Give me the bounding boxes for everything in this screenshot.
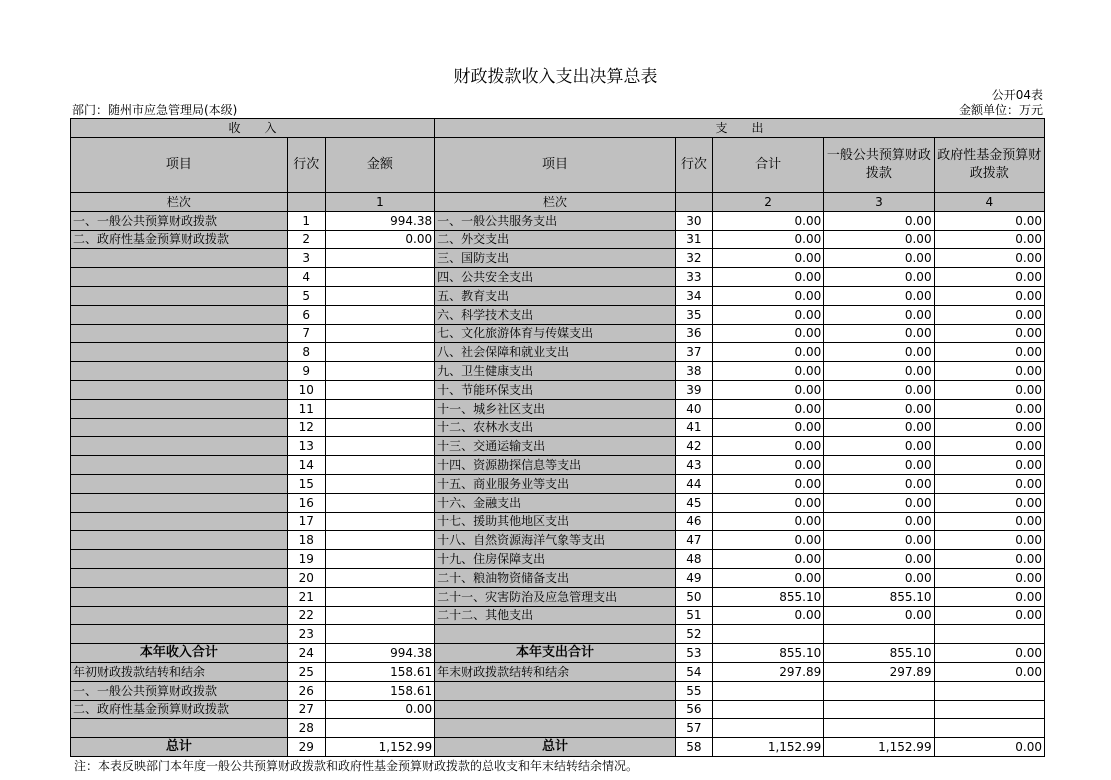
- expense-fund-cell: 0.00: [934, 644, 1044, 663]
- income-row-no-cell: 12: [287, 418, 325, 437]
- income-item-cell: [71, 362, 288, 381]
- expense-general-cell: 0.00: [824, 512, 934, 531]
- expense-row-no-cell: 52: [675, 625, 712, 644]
- income-item-cell: [71, 719, 288, 738]
- expense-total-cell: 0.00: [712, 550, 823, 569]
- expense-fund-cell: 0.00: [934, 268, 1044, 287]
- income-item-cell: [71, 324, 288, 343]
- income-amount-cell: [325, 493, 434, 512]
- expense-fund-cell: 0.00: [934, 568, 1044, 587]
- expense-total-cell: 0.00: [712, 324, 823, 343]
- table-row: [71, 399, 1045, 418]
- income-item-cell: [71, 268, 288, 287]
- expense-total-cell: 0.00: [712, 456, 823, 475]
- expense-fund-cell: 0.00: [934, 587, 1044, 606]
- expense-row-no-cell: 35: [675, 305, 712, 324]
- income-row-no-cell: 28: [287, 719, 325, 738]
- expense-row-no-cell: 51: [675, 606, 712, 625]
- expense-row-no-cell: 42: [675, 437, 712, 456]
- income-row-no-cell: 6: [287, 305, 325, 324]
- expense-general-cell: 0.00: [824, 305, 934, 324]
- expense-fund-cell: 0.00: [934, 493, 1044, 512]
- expense-item-cell: 十九、住房保障支出: [435, 550, 676, 569]
- expense-total-cell: 0.00: [712, 568, 823, 587]
- expense-item-cell: [435, 625, 676, 644]
- expense-total-cell: 855.10: [712, 587, 823, 606]
- expense-general-cell: 297.89: [824, 662, 934, 681]
- expense-total-cell: 0.00: [712, 380, 823, 399]
- expense-fund-cell: 0.00: [934, 418, 1044, 437]
- income-item-cell: [71, 587, 288, 606]
- income-item-cell: [71, 399, 288, 418]
- expense-item-cell: 十、节能环保支出: [435, 380, 676, 399]
- expense-item-cell: 十一、城乡社区支出: [435, 399, 676, 418]
- expense-general-cell: [824, 681, 934, 700]
- income-item-cell: [71, 493, 288, 512]
- expense-item-cell: 二十、粮油物资储备支出: [435, 568, 676, 587]
- expense-item-cell: 十五、商业服务业等支出: [435, 474, 676, 493]
- header-amount: 金额: [325, 138, 434, 193]
- table-row: [71, 531, 1045, 550]
- expense-row-no-cell: 53: [675, 644, 712, 663]
- column-label-income: 栏次: [71, 193, 288, 212]
- income-amount-cell: 0.00: [325, 230, 434, 249]
- table-row: [71, 456, 1045, 475]
- income-item-cell: 总计: [71, 738, 288, 757]
- income-amount-cell: [325, 456, 434, 475]
- income-amount-cell: [325, 380, 434, 399]
- expense-general-cell: 0.00: [824, 324, 934, 343]
- expense-item-cell: 十四、资源勘探信息等支出: [435, 456, 676, 475]
- income-amount-cell: [325, 719, 434, 738]
- expense-row-no-cell: 30: [675, 211, 712, 230]
- income-row-no-cell: 26: [287, 681, 325, 700]
- income-row-no-cell: 14: [287, 456, 325, 475]
- expense-total-cell: 297.89: [712, 662, 823, 681]
- expense-general-cell: 0.00: [824, 550, 934, 569]
- expense-row-no-cell: 58: [675, 738, 712, 757]
- income-row-no-cell: 19: [287, 550, 325, 569]
- expense-item-cell: 九、卫生健康支出: [435, 362, 676, 381]
- expense-general-cell: 0.00: [824, 399, 934, 418]
- expense-row-no-cell: 49: [675, 568, 712, 587]
- expense-total-cell: [712, 700, 823, 719]
- expense-total-cell: 0.00: [712, 343, 823, 362]
- column-label-expense: 栏次: [435, 193, 676, 212]
- expense-fund-cell: 0.00: [934, 343, 1044, 362]
- table-row: [71, 568, 1045, 587]
- expense-general-cell: 0.00: [824, 380, 934, 399]
- expense-item-cell: 十七、援助其他地区支出: [435, 512, 676, 531]
- table-row: [71, 493, 1045, 512]
- income-row-no-cell: 16: [287, 493, 325, 512]
- expense-fund-cell: 0.00: [934, 230, 1044, 249]
- expense-row-no-cell: 34: [675, 286, 712, 305]
- expense-item-cell: 十三、交通运输支出: [435, 437, 676, 456]
- column-index-empty: [287, 193, 325, 212]
- expense-fund-cell: 0.00: [934, 324, 1044, 343]
- expense-general-cell: 0.00: [824, 211, 934, 230]
- expense-total-cell: 0.00: [712, 249, 823, 268]
- expense-row-no-cell: 55: [675, 681, 712, 700]
- expense-total-cell: 0.00: [712, 286, 823, 305]
- expense-section-header: 支 出: [435, 119, 1045, 138]
- income-row-no-cell: 9: [287, 362, 325, 381]
- footnote: 注：本表反映部门本年度一般公共预算财政拨款和政府性基金预算财政拨款的总收支和年末结转结余情况。: [74, 759, 639, 773]
- expense-row-no-cell: 32: [675, 249, 712, 268]
- income-section-header: 收 入: [71, 119, 435, 138]
- table-row: [71, 644, 1045, 663]
- expense-row-no-cell: 45: [675, 493, 712, 512]
- expense-total-cell: 0.00: [712, 512, 823, 531]
- table-row: [71, 474, 1045, 493]
- income-item-cell: [71, 456, 288, 475]
- table-row: [71, 249, 1045, 268]
- table-row: [71, 380, 1045, 399]
- table-row: [71, 550, 1045, 569]
- expense-row-no-cell: 44: [675, 474, 712, 493]
- column-index-1: 1: [325, 193, 434, 212]
- expense-general-cell: 0.00: [824, 437, 934, 456]
- column-index-4: 4: [934, 193, 1044, 212]
- expense-fund-cell: 0.00: [934, 380, 1044, 399]
- income-row-no-cell: 18: [287, 531, 325, 550]
- expense-total-cell: 0.00: [712, 362, 823, 381]
- income-row-no-cell: 4: [287, 268, 325, 287]
- income-item-cell: 年初财政拨款结转和结余: [71, 662, 288, 681]
- expense-item-cell: 年末财政拨款结转和结余: [435, 662, 676, 681]
- income-amount-cell: [325, 625, 434, 644]
- expense-fund-cell: 0.00: [934, 606, 1044, 625]
- income-amount-cell: 158.61: [325, 681, 434, 700]
- page-title: 财政拨款收入支出决算总表: [453, 67, 658, 87]
- expense-general-cell: [824, 625, 934, 644]
- expense-item-cell: 三、国防支出: [435, 249, 676, 268]
- expense-total-cell: 0.00: [712, 531, 823, 550]
- table-row: [71, 587, 1045, 606]
- expense-total-cell: 0.00: [712, 437, 823, 456]
- header-income-item: 项目: [71, 138, 288, 193]
- expense-row-no-cell: 31: [675, 230, 712, 249]
- income-amount-cell: 994.38: [325, 644, 434, 663]
- expense-general-cell: 0.00: [824, 230, 934, 249]
- expense-total-cell: 0.00: [712, 268, 823, 287]
- income-amount-cell: [325, 512, 434, 531]
- expense-fund-cell: [934, 625, 1044, 644]
- expense-general-cell: 855.10: [824, 587, 934, 606]
- expense-total-cell: 0.00: [712, 493, 823, 512]
- expense-row-no-cell: 39: [675, 380, 712, 399]
- expense-row-no-cell: 43: [675, 456, 712, 475]
- expense-row-no-cell: 40: [675, 399, 712, 418]
- income-amount-cell: [325, 587, 434, 606]
- expense-general-cell: 0.00: [824, 268, 934, 287]
- table-row: [71, 606, 1045, 625]
- expense-total-cell: 0.00: [712, 418, 823, 437]
- income-item-cell: 一、一般公共预算财政拨款: [71, 681, 288, 700]
- income-row-no-cell: 5: [287, 286, 325, 305]
- header-expense-row-no: 行次: [675, 138, 712, 193]
- income-row-no-cell: 11: [287, 399, 325, 418]
- expense-row-no-cell: 38: [675, 362, 712, 381]
- income-item-cell: [71, 437, 288, 456]
- expense-row-no-cell: 37: [675, 343, 712, 362]
- table-row: [71, 700, 1045, 719]
- income-amount-cell: [325, 286, 434, 305]
- expense-fund-cell: [934, 719, 1044, 738]
- expense-row-no-cell: 50: [675, 587, 712, 606]
- income-amount-cell: [325, 568, 434, 587]
- income-item-cell: [71, 343, 288, 362]
- income-amount-cell: 1,152.99: [325, 738, 434, 757]
- expense-item-cell: 二、外交支出: [435, 230, 676, 249]
- income-item-cell: [71, 418, 288, 437]
- income-item-cell: [71, 625, 288, 644]
- expense-fund-cell: 0.00: [934, 531, 1044, 550]
- table-row: [71, 230, 1045, 249]
- income-row-no-cell: 24: [287, 644, 325, 663]
- expense-row-no-cell: 36: [675, 324, 712, 343]
- income-amount-cell: 994.38: [325, 211, 434, 230]
- table-row: [71, 211, 1045, 230]
- expense-fund-cell: 0.00: [934, 362, 1044, 381]
- income-item-cell: 一、一般公共预算财政拨款: [71, 211, 288, 230]
- income-item-cell: [71, 380, 288, 399]
- form-code: 公开04表: [991, 88, 1043, 102]
- income-amount-cell: [325, 606, 434, 625]
- expense-general-cell: 0.00: [824, 493, 934, 512]
- expense-item-cell: 总计: [435, 738, 676, 757]
- income-amount-cell: 0.00: [325, 700, 434, 719]
- expense-total-cell: 0.00: [712, 399, 823, 418]
- expense-item-cell: 二十二、其他支出: [435, 606, 676, 625]
- expense-general-cell: [824, 700, 934, 719]
- table-row: [71, 662, 1045, 681]
- income-amount-cell: [325, 305, 434, 324]
- income-item-cell: [71, 512, 288, 531]
- expense-total-cell: 0.00: [712, 211, 823, 230]
- expense-fund-cell: 0.00: [934, 662, 1044, 681]
- income-item-cell: 本年收入合计: [71, 644, 288, 663]
- column-header-row: [71, 138, 1045, 193]
- income-amount-cell: [325, 474, 434, 493]
- income-row-no-cell: 10: [287, 380, 325, 399]
- income-row-no-cell: 1: [287, 211, 325, 230]
- department-label: 部门：随州市应急管理局(本级): [72, 103, 238, 117]
- expense-fund-cell: 0.00: [934, 437, 1044, 456]
- expense-general-cell: 0.00: [824, 362, 934, 381]
- expense-general-cell: 0.00: [824, 286, 934, 305]
- expense-total-cell: 0.00: [712, 230, 823, 249]
- expense-item-cell: 四、公共安全支出: [435, 268, 676, 287]
- expense-fund-cell: 0.00: [934, 286, 1044, 305]
- expense-fund-cell: 0.00: [934, 738, 1044, 757]
- budget-table: [70, 118, 1045, 757]
- header-total: 合计: [712, 138, 823, 193]
- expense-item-cell: 八、社会保障和就业支出: [435, 343, 676, 362]
- expense-total-cell: 1,152.99: [712, 738, 823, 757]
- section-header-row: [71, 119, 1045, 138]
- income-item-cell: [71, 249, 288, 268]
- expense-total-cell: 0.00: [712, 606, 823, 625]
- expense-general-cell: 1,152.99: [824, 738, 934, 757]
- expense-total-cell: 855.10: [712, 644, 823, 663]
- table-row: [71, 268, 1045, 287]
- income-amount-cell: [325, 399, 434, 418]
- income-row-no-cell: 7: [287, 324, 325, 343]
- expense-total-cell: [712, 625, 823, 644]
- expense-row-no-cell: 48: [675, 550, 712, 569]
- expense-fund-cell: 0.00: [934, 550, 1044, 569]
- income-row-no-cell: 23: [287, 625, 325, 644]
- income-item-cell: 二、政府性基金预算财政拨款: [71, 700, 288, 719]
- expense-fund-cell: 0.00: [934, 456, 1044, 475]
- unit-label: 金额单位：万元: [958, 103, 1043, 117]
- expense-row-no-cell: 54: [675, 662, 712, 681]
- column-index-row: [71, 193, 1045, 212]
- table-row: [71, 625, 1045, 644]
- income-row-no-cell: 3: [287, 249, 325, 268]
- table-row: [71, 437, 1045, 456]
- column-index-empty: [675, 193, 712, 212]
- expense-general-cell: 0.00: [824, 418, 934, 437]
- expense-item-cell: 十八、自然资源海洋气象等支出: [435, 531, 676, 550]
- income-row-no-cell: 17: [287, 512, 325, 531]
- expense-row-no-cell: 56: [675, 700, 712, 719]
- column-index-2: 2: [712, 193, 823, 212]
- income-item-cell: [71, 568, 288, 587]
- table-row: [71, 324, 1045, 343]
- expense-row-no-cell: 57: [675, 719, 712, 738]
- table-row: [71, 362, 1045, 381]
- income-row-no-cell: 20: [287, 568, 325, 587]
- table-row: [71, 343, 1045, 362]
- expense-item-cell: 一、一般公共服务支出: [435, 211, 676, 230]
- table-row: [71, 305, 1045, 324]
- expense-fund-cell: 0.00: [934, 305, 1044, 324]
- expense-fund-cell: [934, 700, 1044, 719]
- header-expense-item: 项目: [435, 138, 676, 193]
- income-amount-cell: [325, 437, 434, 456]
- income-amount-cell: [325, 268, 434, 287]
- expense-general-cell: 0.00: [824, 343, 934, 362]
- income-row-no-cell: 22: [287, 606, 325, 625]
- income-row-no-cell: 21: [287, 587, 325, 606]
- expense-item-cell: 六、科学技术支出: [435, 305, 676, 324]
- header-income-row-no: 行次: [287, 138, 325, 193]
- income-row-no-cell: 29: [287, 738, 325, 757]
- table-row: [71, 418, 1045, 437]
- income-row-no-cell: 25: [287, 662, 325, 681]
- header-fund: 政府性基金预算财政拨款: [934, 138, 1044, 193]
- expense-row-no-cell: 47: [675, 531, 712, 550]
- expense-general-cell: 0.00: [824, 606, 934, 625]
- expense-fund-cell: [934, 681, 1044, 700]
- income-item-cell: [71, 474, 288, 493]
- income-amount-cell: [325, 362, 434, 381]
- expense-fund-cell: 0.00: [934, 249, 1044, 268]
- income-item-cell: [71, 305, 288, 324]
- table-row: [71, 512, 1045, 531]
- table-row: [71, 738, 1045, 757]
- expense-total-cell: 0.00: [712, 474, 823, 493]
- expense-row-no-cell: 33: [675, 268, 712, 287]
- income-amount-cell: [325, 531, 434, 550]
- table-row: [71, 681, 1045, 700]
- expense-total-cell: [712, 681, 823, 700]
- expense-item-cell: 二十一、灾害防治及应急管理支出: [435, 587, 676, 606]
- expense-fund-cell: 0.00: [934, 512, 1044, 531]
- header-general: 一般公共预算财政拨款: [824, 138, 934, 193]
- expense-general-cell: 855.10: [824, 644, 934, 663]
- expense-row-no-cell: 41: [675, 418, 712, 437]
- income-amount-cell: 158.61: [325, 662, 434, 681]
- income-amount-cell: [325, 418, 434, 437]
- expense-general-cell: [824, 719, 934, 738]
- expense-item-cell: 五、教育支出: [435, 286, 676, 305]
- table-row: [71, 286, 1045, 305]
- expense-general-cell: 0.00: [824, 531, 934, 550]
- income-item-cell: 二、政府性基金预算财政拨款: [71, 230, 288, 249]
- expense-general-cell: 0.00: [824, 568, 934, 587]
- income-row-no-cell: 2: [287, 230, 325, 249]
- expense-item-cell: [435, 719, 676, 738]
- expense-item-cell: [435, 700, 676, 719]
- table-row: [71, 719, 1045, 738]
- income-amount-cell: [325, 550, 434, 569]
- income-item-cell: [71, 531, 288, 550]
- expense-fund-cell: 0.00: [934, 211, 1044, 230]
- income-item-cell: [71, 550, 288, 569]
- income-row-no-cell: 15: [287, 474, 325, 493]
- income-amount-cell: [325, 324, 434, 343]
- expense-fund-cell: 0.00: [934, 474, 1044, 493]
- income-item-cell: [71, 606, 288, 625]
- income-amount-cell: [325, 249, 434, 268]
- expense-total-cell: [712, 719, 823, 738]
- income-amount-cell: [325, 343, 434, 362]
- expense-total-cell: 0.00: [712, 305, 823, 324]
- income-row-no-cell: 13: [287, 437, 325, 456]
- expense-item-cell: 十六、金融支出: [435, 493, 676, 512]
- income-row-no-cell: 8: [287, 343, 325, 362]
- expense-general-cell: 0.00: [824, 249, 934, 268]
- expense-general-cell: 0.00: [824, 456, 934, 475]
- expense-item-cell: 七、文化旅游体育与传媒支出: [435, 324, 676, 343]
- expense-item-cell: 本年支出合计: [435, 644, 676, 663]
- expense-item-cell: [435, 681, 676, 700]
- income-item-cell: [71, 286, 288, 305]
- expense-item-cell: 十二、农林水支出: [435, 418, 676, 437]
- expense-general-cell: 0.00: [824, 474, 934, 493]
- income-row-no-cell: 27: [287, 700, 325, 719]
- expense-row-no-cell: 46: [675, 512, 712, 531]
- column-index-3: 3: [824, 193, 934, 212]
- expense-fund-cell: 0.00: [934, 399, 1044, 418]
